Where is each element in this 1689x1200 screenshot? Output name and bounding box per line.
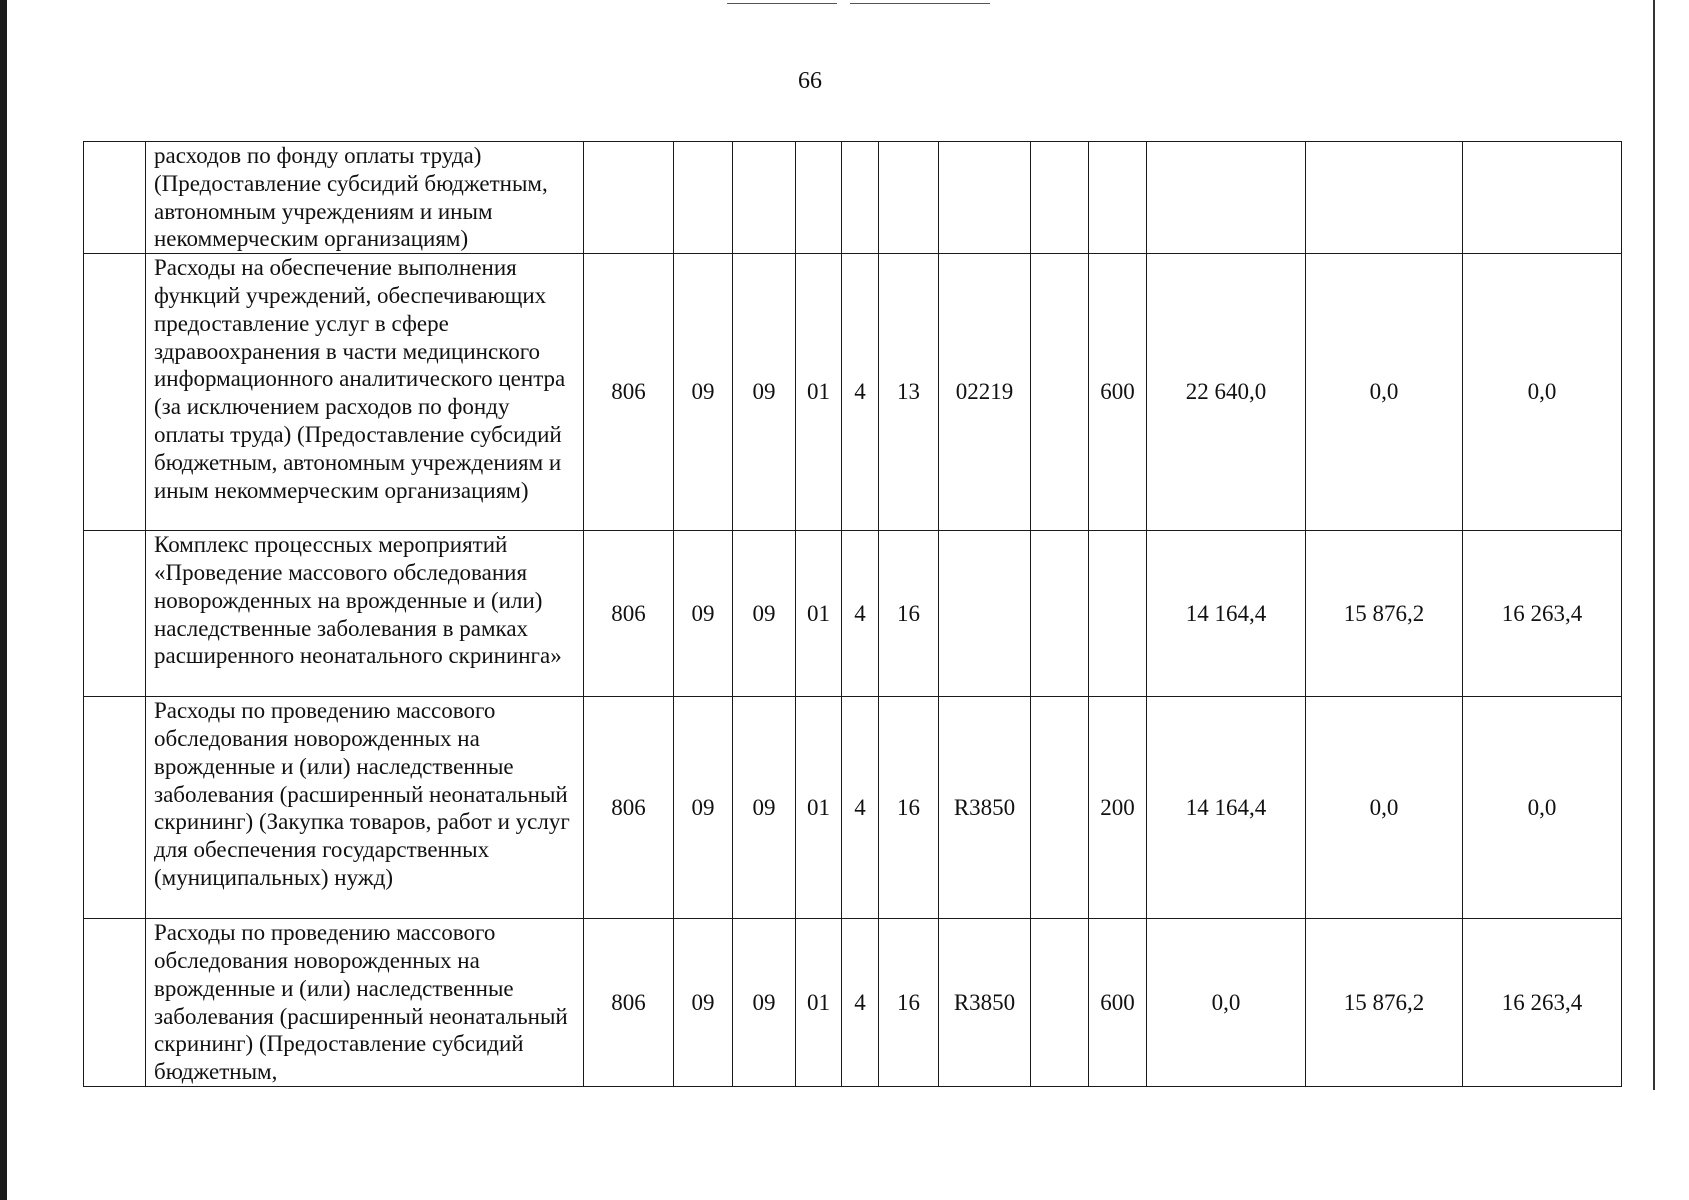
direction-code-cell	[939, 142, 1031, 254]
scan-top-mark	[850, 3, 990, 4]
amount-cell-3: 16 263,4	[1463, 919, 1622, 1087]
complex-code-cell: 16	[879, 697, 939, 919]
table-row	[84, 142, 1622, 254]
amount-cell-1: 14 164,4	[1147, 531, 1306, 697]
subprogram-code-cell: 4	[842, 254, 879, 531]
expense-type-cell: 600	[1089, 919, 1147, 1087]
subprogram-code-cell: 4	[842, 697, 879, 919]
amount-cell-2: 0,0	[1306, 697, 1463, 919]
page-number: 66	[798, 68, 822, 94]
direction-code-cell: 02219	[939, 254, 1031, 531]
subprogram-code-cell: 4	[842, 531, 879, 697]
program-code-cell: 01	[796, 919, 842, 1087]
ministry-code-cell: 806	[584, 531, 674, 697]
ministry-code-cell: 806	[584, 254, 674, 531]
table-row	[84, 531, 1622, 697]
program-code-cell	[796, 142, 842, 254]
direction-code-cell	[939, 531, 1031, 697]
complex-code-cell	[879, 142, 939, 254]
item-name-cell: Расходы на обеспечение выполнения функций учреждений, обеспечивающих предоставление услуг в сфере здравоохранения в части медицинского информационного аналитического центра (за исключением расходов по фонду оплаты труда) (Предоставление субсидий бюджетным, автономным учреждениям и иным некоммерческим организациям)	[146, 254, 584, 531]
amount-cell-2: 15 876,2	[1306, 919, 1463, 1087]
complex-code-cell: 16	[879, 919, 939, 1087]
subsection-code-cell	[733, 142, 796, 254]
scan-right-border	[1653, 0, 1655, 1090]
program-code-cell: 01	[796, 254, 842, 531]
extra-code-cell	[1031, 254, 1089, 531]
row-number-cell	[84, 919, 146, 1087]
table-row	[84, 697, 1622, 919]
subsection-code-cell: 09	[733, 919, 796, 1087]
program-code-cell: 01	[796, 697, 842, 919]
amount-cell-2	[1306, 142, 1463, 254]
extra-code-cell	[1031, 919, 1089, 1087]
budget-table	[83, 141, 1622, 1087]
section-code-cell	[674, 142, 733, 254]
expense-type-cell: 600	[1089, 254, 1147, 531]
section-code-cell: 09	[674, 254, 733, 531]
amount-cell-1: 22 640,0	[1147, 254, 1306, 531]
section-code-cell: 09	[674, 697, 733, 919]
scan-left-border	[0, 0, 7, 1200]
complex-code-cell: 16	[879, 531, 939, 697]
item-name-cell: Расходы по проведению массового обследования новорожденных на врожденные и (или) наследственные заболевания (расширенный неонатальный скрининг) (Закупка товаров, работ и услуг для обеспечения государственных (муниципальных) нужд)	[146, 697, 584, 919]
item-name-cell: Расходы по проведению массового обследования новорожденных на врожденные и (или) наследственные заболевания (расширенный неонатальный скрининг) (Предоставление субсидий бюджетным,	[146, 919, 584, 1087]
row-number-cell	[84, 142, 146, 254]
amount-cell-3: 0,0	[1463, 254, 1622, 531]
ministry-code-cell	[584, 142, 674, 254]
expense-type-cell	[1089, 142, 1147, 254]
row-number-cell	[84, 254, 146, 531]
amount-cell-1	[1147, 142, 1306, 254]
expense-type-cell	[1089, 531, 1147, 697]
program-code-cell: 01	[796, 531, 842, 697]
amount-cell-1: 0,0	[1147, 919, 1306, 1087]
ministry-code-cell: 806	[584, 697, 674, 919]
section-code-cell: 09	[674, 919, 733, 1087]
subsection-code-cell: 09	[733, 697, 796, 919]
subprogram-code-cell: 4	[842, 919, 879, 1087]
extra-code-cell	[1031, 142, 1089, 254]
extra-code-cell	[1031, 531, 1089, 697]
amount-cell-2: 0,0	[1306, 254, 1463, 531]
amount-cell-3: 0,0	[1463, 697, 1622, 919]
subsection-code-cell: 09	[733, 531, 796, 697]
section-code-cell: 09	[674, 531, 733, 697]
table-row	[84, 254, 1622, 531]
amount-cell-3	[1463, 142, 1622, 254]
complex-code-cell: 13	[879, 254, 939, 531]
direction-code-cell: R3850	[939, 919, 1031, 1087]
direction-code-cell: R3850	[939, 697, 1031, 919]
amount-cell-2: 15 876,2	[1306, 531, 1463, 697]
row-number-cell	[84, 697, 146, 919]
expense-type-cell: 200	[1089, 697, 1147, 919]
table-row	[84, 919, 1622, 1087]
item-name-cell: Комплекс процессных мероприятий «Проведение массового обследования новорожденных на врожденные и (или) наследственные заболевания в рамках расширенного неонатального скрининга»	[146, 531, 584, 697]
amount-cell-3: 16 263,4	[1463, 531, 1622, 697]
amount-cell-1: 14 164,4	[1147, 697, 1306, 919]
item-name-cell: расходов по фонду оплаты труда) (Предоставление субсидий бюджетным, автономным учреждениям и иным некоммерческим организациям)	[146, 142, 584, 254]
subprogram-code-cell	[842, 142, 879, 254]
extra-code-cell	[1031, 697, 1089, 919]
subsection-code-cell: 09	[733, 254, 796, 531]
scan-top-mark	[727, 3, 837, 4]
ministry-code-cell: 806	[584, 919, 674, 1087]
row-number-cell	[84, 531, 146, 697]
